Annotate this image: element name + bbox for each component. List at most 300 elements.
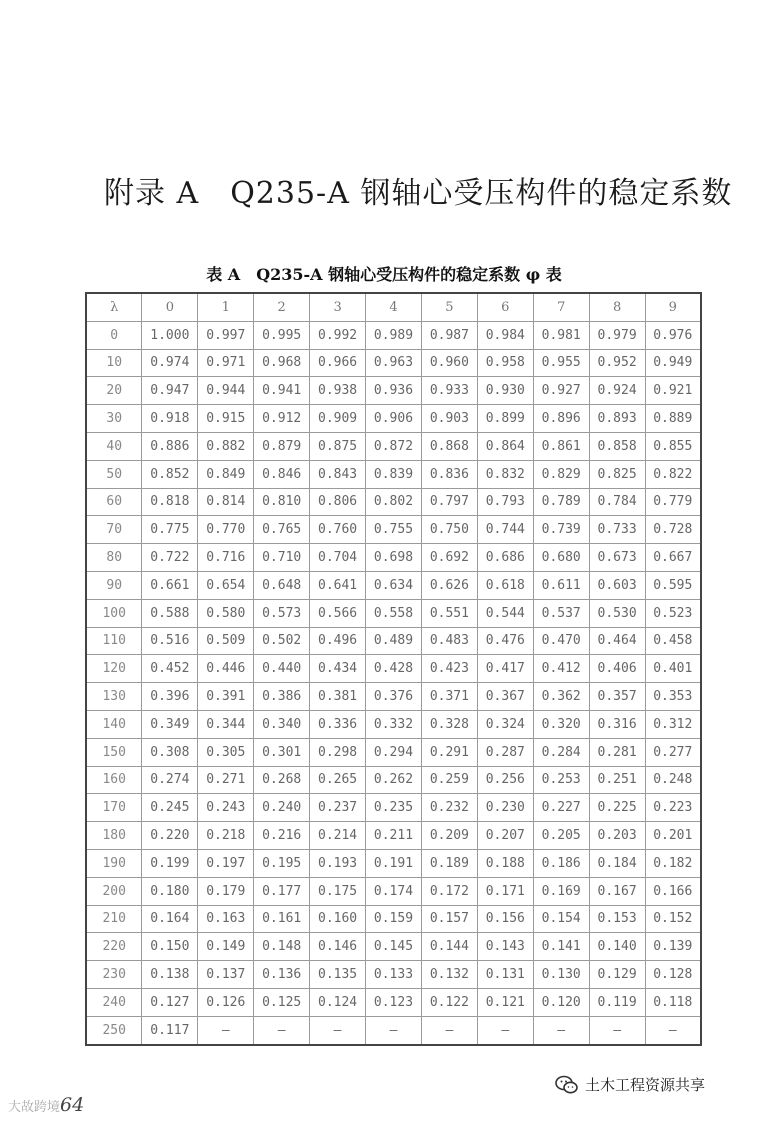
phi-cell: 0.386	[254, 683, 310, 711]
lambda-cell: 240	[86, 988, 142, 1016]
phi-cell: 0.918	[142, 405, 198, 433]
lambda-cell: 230	[86, 961, 142, 989]
phi-cell: 0.174	[366, 877, 422, 905]
wechat-icon	[555, 1075, 579, 1095]
phi-cell: 0.171	[477, 877, 533, 905]
phi-cell: 0.122	[421, 988, 477, 1016]
phi-cell: 0.126	[198, 988, 254, 1016]
phi-cell: 0.163	[198, 905, 254, 933]
phi-cell: 0.136	[254, 961, 310, 989]
header-lambda: λ	[86, 293, 142, 321]
table-row	[86, 766, 701, 794]
phi-cell: 0.150	[142, 933, 198, 961]
phi-cell: —	[477, 1016, 533, 1044]
phi-cell: 0.119	[589, 988, 645, 1016]
phi-cell: 0.203	[589, 822, 645, 850]
phi-cell: 0.197	[198, 849, 254, 877]
lambda-cell: 210	[86, 905, 142, 933]
lambda-cell: 160	[86, 766, 142, 794]
phi-cell: 0.903	[421, 405, 477, 433]
phi-cell: 0.251	[589, 766, 645, 794]
phi-cell: 0.909	[310, 405, 366, 433]
phi-cell: 0.611	[533, 571, 589, 599]
phi-cell: 0.205	[533, 822, 589, 850]
phi-cell: 0.995	[254, 321, 310, 349]
phi-cell: 0.188	[477, 849, 533, 877]
phi-cell: 0.760	[310, 516, 366, 544]
phi-cell: 0.979	[589, 321, 645, 349]
phi-cell: 0.160	[310, 905, 366, 933]
header-col-3: 3	[310, 293, 366, 321]
table-row	[86, 516, 701, 544]
phi-cell: 0.287	[477, 738, 533, 766]
phi-cell: 0.846	[254, 460, 310, 488]
phi-cell: 0.558	[366, 599, 422, 627]
lambda-cell: 130	[86, 683, 142, 711]
phi-cell: 0.344	[198, 710, 254, 738]
phi-cell: 0.537	[533, 599, 589, 627]
phi-cell: 0.172	[421, 877, 477, 905]
phi-cell: 0.376	[366, 683, 422, 711]
table-row	[86, 710, 701, 738]
phi-cell: 0.739	[533, 516, 589, 544]
phi-cell: 0.133	[366, 961, 422, 989]
phi-cell: —	[310, 1016, 366, 1044]
header-col-6: 6	[477, 293, 533, 321]
phi-cell: 0.417	[477, 655, 533, 683]
phi-cell: 0.138	[142, 961, 198, 989]
phi-cell: 0.944	[198, 377, 254, 405]
phi-cell: 0.896	[533, 405, 589, 433]
phi-cell: 0.117	[142, 1016, 198, 1044]
lambda-cell: 70	[86, 516, 142, 544]
phi-cell: 0.588	[142, 599, 198, 627]
phi-cell: 0.152	[645, 905, 701, 933]
phi-cell: 0.634	[366, 571, 422, 599]
phi-cell: 0.516	[142, 627, 198, 655]
phi-cell: 0.149	[198, 933, 254, 961]
phi-cell: 0.686	[477, 544, 533, 572]
phi-cell: 0.125	[254, 988, 310, 1016]
phi-cell: 0.353	[645, 683, 701, 711]
phi-cell: 0.930	[477, 377, 533, 405]
lambda-cell: 40	[86, 432, 142, 460]
table-row	[86, 571, 701, 599]
phi-cell: 0.124	[310, 988, 366, 1016]
phi-cell: 0.955	[533, 349, 589, 377]
phi-cell: —	[533, 1016, 589, 1044]
phi-cell: 0.728	[645, 516, 701, 544]
phi-cell: 0.858	[589, 432, 645, 460]
header-col-1: 1	[198, 293, 254, 321]
phi-cell: 0.936	[366, 377, 422, 405]
phi-cell: 0.153	[589, 905, 645, 933]
phi-cell: 0.997	[198, 321, 254, 349]
phi-cell: 0.428	[366, 655, 422, 683]
lambda-cell: 220	[86, 933, 142, 961]
phi-cell: 0.933	[421, 377, 477, 405]
phi-cell: 0.806	[310, 488, 366, 516]
phi-cell: 0.248	[645, 766, 701, 794]
phi-cell: 0.822	[645, 460, 701, 488]
phi-cell: 0.268	[254, 766, 310, 794]
phi-cell: 0.253	[533, 766, 589, 794]
phi-cell: 0.193	[310, 849, 366, 877]
phi-cell: 0.148	[254, 933, 310, 961]
phi-cell: 0.121	[477, 988, 533, 1016]
phi-cell: 0.680	[533, 544, 589, 572]
phi-cell: 0.875	[310, 432, 366, 460]
phi-cell: 0.893	[589, 405, 645, 433]
phi-cell: 0.320	[533, 710, 589, 738]
phi-cell: 0.316	[589, 710, 645, 738]
phi-cell: 0.921	[645, 377, 701, 405]
phi-cell: 0.362	[533, 683, 589, 711]
phi-cell: 0.328	[421, 710, 477, 738]
phi-cell: 0.256	[477, 766, 533, 794]
phi-cell: 0.184	[589, 849, 645, 877]
phi-cell: 0.692	[421, 544, 477, 572]
phi-cell: 0.661	[142, 571, 198, 599]
phi-cell: 0.189	[421, 849, 477, 877]
phi-cell: —	[198, 1016, 254, 1044]
table-row	[86, 432, 701, 460]
phi-cell: 0.960	[421, 349, 477, 377]
lambda-cell: 200	[86, 877, 142, 905]
phi-cell: 0.140	[589, 933, 645, 961]
header-col-0: 0	[142, 293, 198, 321]
phi-cell: 0.470	[533, 627, 589, 655]
phi-cell: 0.434	[310, 655, 366, 683]
lambda-cell: 50	[86, 460, 142, 488]
phi-cell: 0.141	[533, 933, 589, 961]
phi-cell: 0.882	[198, 432, 254, 460]
phi-cell: 0.938	[310, 377, 366, 405]
phi-cell: 0.396	[142, 683, 198, 711]
phi-cell: 0.464	[589, 627, 645, 655]
phi-cell: 0.987	[421, 321, 477, 349]
phi-cell: —	[254, 1016, 310, 1044]
phi-cell: 0.784	[589, 488, 645, 516]
phi-cell: 0.483	[421, 627, 477, 655]
lambda-cell: 0	[86, 321, 142, 349]
phi-cell: 0.489	[366, 627, 422, 655]
phi-cell: 0.340	[254, 710, 310, 738]
table-row	[86, 488, 701, 516]
lambda-cell: 80	[86, 544, 142, 572]
phi-cell: 0.530	[589, 599, 645, 627]
lambda-cell: 100	[86, 599, 142, 627]
table-row	[86, 933, 701, 961]
phi-cell: 0.839	[366, 460, 422, 488]
phi-cell: 0.825	[589, 460, 645, 488]
phi-cell: 0.832	[477, 460, 533, 488]
phi-cell: 0.802	[366, 488, 422, 516]
phi-cell: 0.214	[310, 822, 366, 850]
phi-cell: 0.580	[198, 599, 254, 627]
phi-cell: 0.793	[477, 488, 533, 516]
phi-cell: 0.406	[589, 655, 645, 683]
phi-cell: 0.144	[421, 933, 477, 961]
lambda-cell: 250	[86, 1016, 142, 1044]
table-header-row	[86, 293, 701, 321]
phi-cell: 0.984	[477, 321, 533, 349]
phi-cell: 0.195	[254, 849, 310, 877]
phi-cell: 0.284	[533, 738, 589, 766]
phi-cell: 0.145	[366, 933, 422, 961]
phi-cell: 0.544	[477, 599, 533, 627]
phi-cell: 0.336	[310, 710, 366, 738]
phi-cell: 0.667	[645, 544, 701, 572]
phi-cell: 0.129	[589, 961, 645, 989]
phi-cell: 0.912	[254, 405, 310, 433]
watermark-text: 大故跨境	[8, 1100, 61, 1115]
phi-cell: —	[589, 1016, 645, 1044]
phi-cell: 0.452	[142, 655, 198, 683]
phi-cell: 0.199	[142, 849, 198, 877]
phi-cell: 0.849	[198, 460, 254, 488]
phi-cell: 0.924	[589, 377, 645, 405]
phi-cell: 0.308	[142, 738, 198, 766]
page-number: 64	[60, 1094, 85, 1116]
phi-cell: 0.966	[310, 349, 366, 377]
phi-cell: 0.294	[366, 738, 422, 766]
phi-cell: 0.626	[421, 571, 477, 599]
phi-cell: 0.744	[477, 516, 533, 544]
lambda-cell: 110	[86, 627, 142, 655]
phi-cell: 0.128	[645, 961, 701, 989]
phi-cell: 0.240	[254, 794, 310, 822]
phi-cell: 0.127	[142, 988, 198, 1016]
header-col-7: 7	[533, 293, 589, 321]
phi-cell: 0.230	[477, 794, 533, 822]
phi-cell: 0.177	[254, 877, 310, 905]
phi-cell: 0.281	[589, 738, 645, 766]
table-row	[86, 988, 701, 1016]
phi-cell: 0.523	[645, 599, 701, 627]
phi-cell: 0.186	[533, 849, 589, 877]
phi-cell: 0.271	[198, 766, 254, 794]
phi-cell: 0.958	[477, 349, 533, 377]
phi-cell: 0.123	[366, 988, 422, 1016]
lambda-cell: 180	[86, 822, 142, 850]
lambda-cell: 90	[86, 571, 142, 599]
phi-cell: 0.131	[477, 961, 533, 989]
phi-cell: 0.551	[421, 599, 477, 627]
lambda-cell: 170	[86, 794, 142, 822]
phi-cell: 0.245	[142, 794, 198, 822]
phi-cell: 0.810	[254, 488, 310, 516]
phi-cell: 0.836	[421, 460, 477, 488]
phi-cell: 0.132	[421, 961, 477, 989]
table-row	[86, 655, 701, 683]
table-caption: 表 A Q235-A 钢轴心受压构件的稳定系数 φ 表	[206, 265, 562, 284]
phi-cell: 0.889	[645, 405, 701, 433]
phi-cell: 0.818	[142, 488, 198, 516]
phi-cell: 0.716	[198, 544, 254, 572]
phi-cell: 0.423	[421, 655, 477, 683]
phi-cell: 0.476	[477, 627, 533, 655]
table-row	[86, 405, 701, 433]
phi-cell: 0.401	[645, 655, 701, 683]
phi-cell: 0.167	[589, 877, 645, 905]
phi-cell: 0.143	[477, 933, 533, 961]
phi-cell: 0.770	[198, 516, 254, 544]
phi-cell: 0.868	[421, 432, 477, 460]
phi-cell: 0.829	[533, 460, 589, 488]
table-row	[86, 877, 701, 905]
phi-cell: 0.225	[589, 794, 645, 822]
phi-cell: 1.000	[142, 321, 198, 349]
phi-cell: 0.201	[645, 822, 701, 850]
phi-cell: 0.223	[645, 794, 701, 822]
phi-cell: 0.648	[254, 571, 310, 599]
lambda-cell: 10	[86, 349, 142, 377]
phi-cell: —	[645, 1016, 701, 1044]
phi-cell: 0.298	[310, 738, 366, 766]
table-header	[86, 293, 701, 321]
lambda-cell: 20	[86, 377, 142, 405]
table-row	[86, 627, 701, 655]
phi-cell: 0.509	[198, 627, 254, 655]
phi-cell: 0.864	[477, 432, 533, 460]
phi-cell: 0.139	[645, 933, 701, 961]
phi-cell: 0.120	[533, 988, 589, 1016]
phi-cell: 0.722	[142, 544, 198, 572]
phi-cell: 0.755	[366, 516, 422, 544]
stability-coefficient-table	[85, 292, 702, 1046]
phi-cell: 0.704	[310, 544, 366, 572]
table-row	[86, 849, 701, 877]
phi-cell: 0.915	[198, 405, 254, 433]
phi-cell: 0.118	[645, 988, 701, 1016]
phi-cell: 0.789	[533, 488, 589, 516]
phi-cell: 0.797	[421, 488, 477, 516]
table-row	[86, 794, 701, 822]
phi-cell: 0.927	[533, 377, 589, 405]
phi-cell: —	[421, 1016, 477, 1044]
phi-cell: —	[366, 1016, 422, 1044]
phi-cell: 0.209	[421, 822, 477, 850]
phi-cell: 0.698	[366, 544, 422, 572]
phi-cell: 0.989	[366, 321, 422, 349]
phi-cell: 0.146	[310, 933, 366, 961]
table-row	[86, 321, 701, 349]
phi-cell: 0.968	[254, 349, 310, 377]
table-row	[86, 460, 701, 488]
footer-left	[8, 1094, 84, 1116]
phi-cell: 0.137	[198, 961, 254, 989]
phi-cell: 0.446	[198, 655, 254, 683]
phi-cell: 0.130	[533, 961, 589, 989]
phi-cell: 0.312	[645, 710, 701, 738]
header-col-8: 8	[589, 293, 645, 321]
phi-cell: 0.618	[477, 571, 533, 599]
phi-cell: 0.750	[421, 516, 477, 544]
phi-cell: 0.332	[366, 710, 422, 738]
phi-cell: 0.710	[254, 544, 310, 572]
lambda-cell: 140	[86, 710, 142, 738]
phi-cell: 0.992	[310, 321, 366, 349]
phi-cell: 0.154	[533, 905, 589, 933]
phi-cell: 0.861	[533, 432, 589, 460]
header-col-2: 2	[254, 293, 310, 321]
phi-cell: 0.191	[366, 849, 422, 877]
wechat-account-badge	[555, 1074, 705, 1095]
phi-cell: 0.157	[421, 905, 477, 933]
phi-cell: 0.458	[645, 627, 701, 655]
phi-cell: 0.976	[645, 321, 701, 349]
phi-cell: 0.211	[366, 822, 422, 850]
phi-cell: 0.391	[198, 683, 254, 711]
phi-cell: 0.855	[645, 432, 701, 460]
phi-cell: 0.265	[310, 766, 366, 794]
phi-cell: 0.182	[645, 849, 701, 877]
phi-cell: 0.227	[533, 794, 589, 822]
phi-cell: 0.779	[645, 488, 701, 516]
phi-cell: 0.886	[142, 432, 198, 460]
phi-cell: 0.371	[421, 683, 477, 711]
phi-cell: 0.733	[589, 516, 645, 544]
phi-cell: 0.963	[366, 349, 422, 377]
table-row	[86, 961, 701, 989]
phi-cell: 0.765	[254, 516, 310, 544]
phi-cell: 0.496	[310, 627, 366, 655]
phi-cell: 0.843	[310, 460, 366, 488]
phi-cell: 0.852	[142, 460, 198, 488]
phi-cell: 0.161	[254, 905, 310, 933]
header-col-4: 4	[366, 293, 422, 321]
phi-cell: 0.237	[310, 794, 366, 822]
phi-cell: 0.899	[477, 405, 533, 433]
table-row	[86, 544, 701, 572]
phi-cell: 0.952	[589, 349, 645, 377]
phi-cell: 0.305	[198, 738, 254, 766]
phi-cell: 0.603	[589, 571, 645, 599]
appendix-title: 附录 A Q235-A 钢轴心受压构件的稳定系数	[104, 176, 733, 211]
phi-cell: 0.232	[421, 794, 477, 822]
phi-cell: 0.135	[310, 961, 366, 989]
lambda-cell: 150	[86, 738, 142, 766]
table-row	[86, 905, 701, 933]
phi-cell: 0.949	[645, 349, 701, 377]
phi-cell: 0.274	[142, 766, 198, 794]
phi-cell: 0.502	[254, 627, 310, 655]
phi-cell: 0.673	[589, 544, 645, 572]
phi-cell: 0.357	[589, 683, 645, 711]
phi-cell: 0.156	[477, 905, 533, 933]
phi-cell: 0.381	[310, 683, 366, 711]
table-row	[86, 683, 701, 711]
phi-cell: 0.349	[142, 710, 198, 738]
table-row	[86, 822, 701, 850]
lambda-cell: 60	[86, 488, 142, 516]
phi-cell: 0.259	[421, 766, 477, 794]
phi-cell: 0.981	[533, 321, 589, 349]
header-col-9: 9	[645, 293, 701, 321]
phi-cell: 0.277	[645, 738, 701, 766]
table-row	[86, 738, 701, 766]
phi-cell: 0.180	[142, 877, 198, 905]
phi-cell: 0.573	[254, 599, 310, 627]
phi-cell: 0.941	[254, 377, 310, 405]
phi-cell: 0.301	[254, 738, 310, 766]
phi-cell: 0.324	[477, 710, 533, 738]
phi-cell: 0.207	[477, 822, 533, 850]
header-col-5: 5	[421, 293, 477, 321]
account-name: 土木工程资源共享	[585, 1076, 706, 1094]
phi-cell: 0.641	[310, 571, 366, 599]
